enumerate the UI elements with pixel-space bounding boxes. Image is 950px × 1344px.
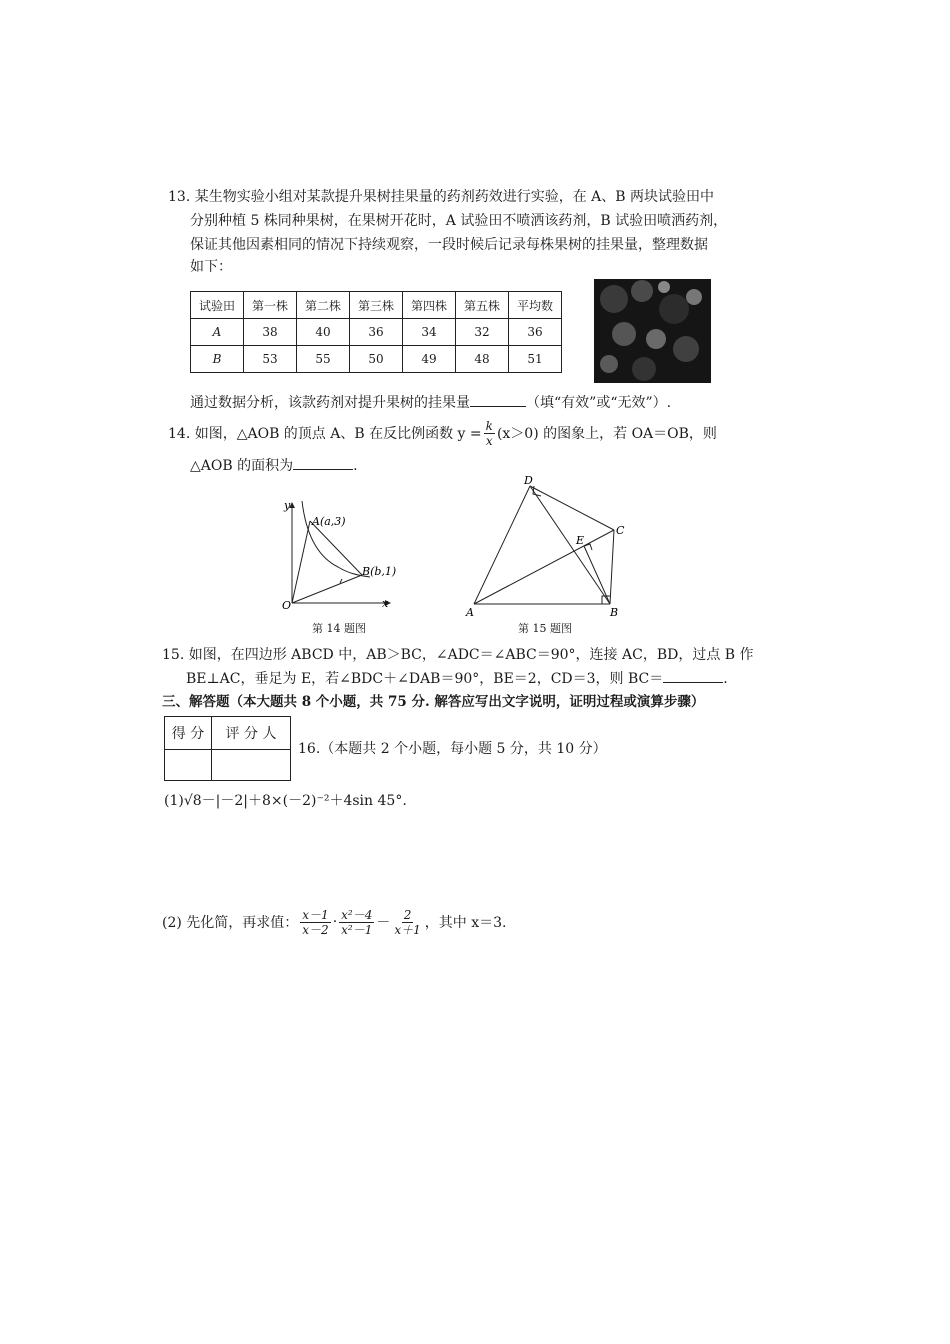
table-cell: 50 (350, 346, 403, 373)
table-cell: 36 (509, 319, 562, 346)
table-cell: 53 (244, 346, 297, 373)
label-b: B (610, 606, 619, 619)
answer-blank-15[interactable] (663, 682, 723, 683)
figure-15 (460, 472, 630, 622)
q15-text-end: . (723, 671, 728, 687)
table-header-cell: 第四株 (403, 292, 456, 319)
q13-line-1: 13. 某生物实验小组对某款提升果树挂果量的药剂药效进行实验，在 A、B 两块试验田中 (168, 189, 715, 205)
score-entry-cell[interactable] (165, 750, 212, 781)
fruit-tree-photo (594, 279, 711, 383)
fraction-numerator: 2 (403, 907, 412, 922)
table-cell: B (191, 346, 244, 373)
fraction-denominator: x＋1 (394, 922, 421, 937)
figure-15-caption: 第 15 题图 (518, 622, 572, 635)
q16-part-2 (162, 904, 506, 940)
score-box (164, 716, 291, 781)
fraction-3 (392, 908, 422, 937)
segment-be (584, 546, 610, 604)
label-o: O (282, 599, 292, 612)
table-cell: 40 (297, 319, 350, 346)
fraction-denominator: x－2 (302, 922, 329, 937)
figure-14 (270, 495, 400, 620)
q14-text-c: △AOB 的面积为 (190, 458, 294, 474)
label-x: x (382, 597, 389, 610)
grader-entry-cell[interactable] (212, 750, 291, 781)
q13-conclusion-hint: （填“有效”或“无效”）. (526, 395, 672, 411)
segment-ad (474, 486, 530, 604)
hyperbola-curve (302, 501, 370, 577)
table-header-cell: 试验田 (191, 292, 244, 319)
q14-line-2 (190, 455, 358, 475)
table-header-cell: 平均数 (509, 292, 562, 319)
fraction-2 (339, 908, 374, 937)
q15-line-1: 15. 如图，在四边形 ABCD 中，AB＞BC，∠ADC＝∠ABC＝90°，连接 AC，BD，过点 B 作 (162, 647, 754, 663)
table-header-cell: 第五株 (456, 292, 509, 319)
table-cell: 38 (244, 319, 297, 346)
figure-14-caption: 第 14 题图 (312, 622, 366, 635)
table-cell: 34 (403, 319, 456, 346)
table-header-cell: 第二株 (297, 292, 350, 319)
table-cell: 51 (509, 346, 562, 373)
table-header-row (191, 292, 562, 319)
q16-title: 16.（本题共 2 个小题，每小题 5 分，共 10 分） (298, 741, 607, 757)
segment-bc (610, 530, 614, 604)
q15-text: BE⊥AC，垂足为 E，若∠BDC＋∠DAB＝90°，BE＝2，CD＝3，则 BC＝ (186, 671, 664, 687)
table-cell: 36 (350, 319, 403, 346)
fraction-denominator: x²－1 (341, 922, 373, 937)
fraction-numerator: k (485, 418, 493, 433)
q13-line-4: 如下： (190, 259, 232, 275)
fraction-numerator: x²－4 (341, 907, 373, 922)
table-cell: 49 (403, 346, 456, 373)
q14-text-end: . (353, 458, 358, 474)
q13-line-2: 分别种植 5 株同种果树，在果树开花时，A 试验田不喷洒该药剂，B 试验田喷洒药剂， (190, 213, 728, 229)
tick-mark (340, 579, 342, 583)
segment-dc (530, 486, 614, 530)
label-y: y (284, 499, 291, 512)
q14-line-1 (168, 418, 717, 448)
label-b: B(b,1) (362, 565, 397, 578)
q16-part-1: (1)√8－|－2|＋8×(－2)⁻²＋4sin 45°. (164, 793, 407, 809)
table-row (191, 346, 562, 373)
answer-blank-14[interactable] (293, 469, 353, 470)
segment-oa (292, 521, 310, 603)
score-header-row (165, 717, 291, 750)
q15-line-2 (186, 668, 728, 688)
q13-line-3: 保证其他因素相同的情况下持续观察，一段时候后记录每株果树的挂果量，整理数据 (190, 237, 708, 253)
segment-bd (530, 486, 610, 604)
label-e: E (576, 534, 585, 547)
multiply-dot: · (332, 914, 338, 930)
label-d: D (524, 474, 533, 487)
table-cell: A (191, 319, 244, 346)
grader-header-cell: 评 分 人 (212, 717, 291, 750)
label-c: C (616, 524, 625, 537)
q16-part-2-condition: ，其中 x＝3. (424, 915, 507, 931)
table-row (191, 319, 562, 346)
table-cell: 32 (456, 319, 509, 346)
segment-ob (292, 575, 362, 603)
q14-text-a: 14. 如图，△AOB 的顶点 A、B 在反比例函数 y = (168, 426, 482, 442)
q13-data-table (190, 291, 562, 373)
q13-conclusion (190, 392, 671, 412)
table-cell: 48 (456, 346, 509, 373)
score-entry-row (165, 750, 291, 781)
label-a: A(a,3) (312, 515, 346, 528)
q14-text-b: (x＞0) 的图象上，若 OA＝OB，则 (496, 426, 717, 442)
table-header-cell: 第一株 (244, 292, 297, 319)
q14-fraction (484, 419, 495, 448)
table-cell: 55 (297, 346, 350, 373)
fraction-denominator: x (485, 433, 493, 448)
fraction-numerator: x－1 (302, 907, 329, 922)
q13-conclusion-text: 通过数据分析，该款药剂对提升果树的挂果量 (190, 395, 470, 411)
label-a: A (466, 606, 474, 619)
table-header-cell: 第三株 (350, 292, 403, 319)
minus-sign: － (376, 915, 391, 931)
score-header-cell: 得 分 (165, 717, 212, 750)
fraction-1 (300, 908, 330, 937)
q16-part-2-label: (2) 先化简，再求值： (162, 915, 299, 931)
section-3-title: 三、解答题（本大题共 8 个小题，共 75 分. 解答应写出文字说明，证明过程或演算步骤） (162, 694, 705, 710)
answer-blank-13[interactable] (470, 406, 526, 407)
segment-ab (310, 521, 362, 575)
